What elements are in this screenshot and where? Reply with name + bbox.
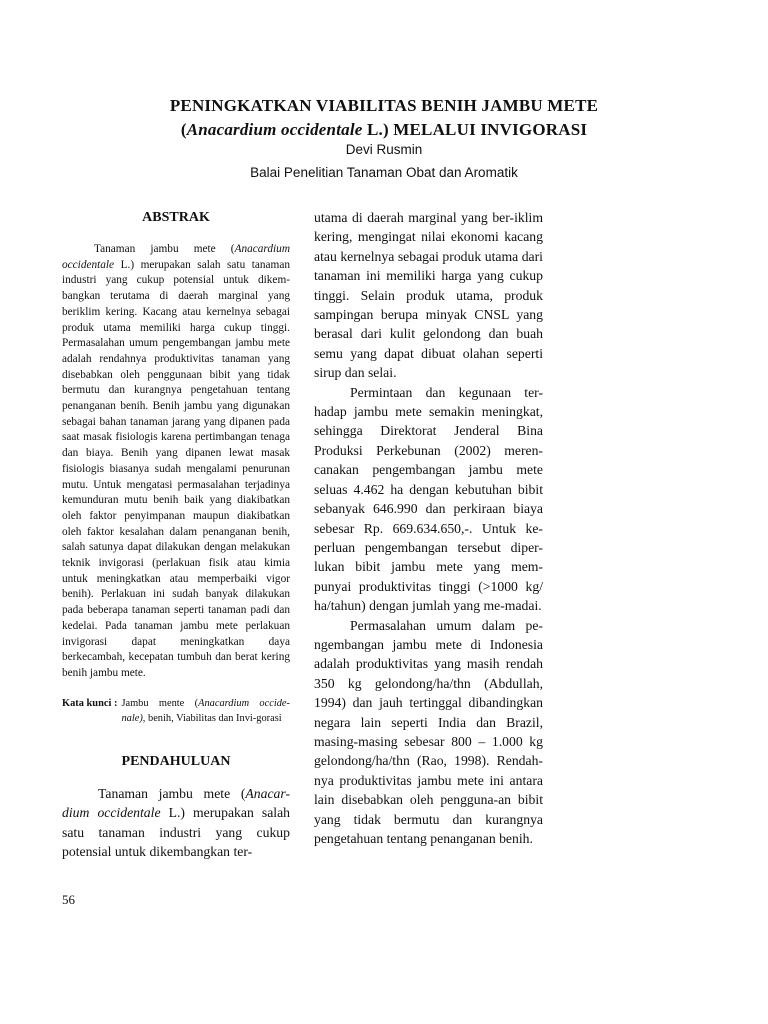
abstract-text: Tanaman jambu mete (Anacardium occidentale L.) merupakan salah satu tanaman industri yang cukup potensial untuk dikem-bangkan terutama di daerah marginal yang beriklim kering. Kacang atau kernelnya sebagai produk utama memiliki harga cukup tinggi. Permasalahan umum pengembangan jambu mete adalah rendahnya produktivitas tanaman yang disebabkan oleh penggunaan bibit yang tidak bermutu dan kurangnya pengetahuan tentang penanganan benih. Benih jambu yang digunakan sebagai bahan tanaman jarang yang dipanen pada saat masak fisiologis karena pertimbangan tenaga dan biaya. Benih yang dipanen lewat masak fisiologis biasanya sudah mengalami penurunan mutu. Untuk mengatasi permasalahan terjadinya kemunduran mutu benih baik yang diakibatkan oleh faktor penyimpanan maupun diakibatkan oleh faktor kesalahan dalam penanganan benih, salah satunya dapat dilakukan dengan melakukan teknik invigorasi (perlakuan fisik atau kimia untuk meningkatkan atau memperbaiki vigor benih). Perlakuan ini sudah banyak dilakukan pada beberapa tanaman seperti tanaman padi dan kedelai. Pada tanaman jambu mete perlakuan invigorasi dapat meningkatkan daya berkecambah, kecepatan tumbuh dan berat kering benih jambu mete. [62, 243, 290, 679]
species-name: Anacardium occidentale [186, 120, 363, 139]
paper-title [40, 94, 728, 142]
keywords-text: Jambu mente (Anacardium occide-nale), benih, Viabilitas dan Invi-gorasi [121, 697, 291, 724]
intro-paragraph-2: Permintaan dan kegunaan ter-hadap jambu mete semakin meningkat, sehingga Direktorat Jenderal Bina Produksi Perkebunan (2002) meren-canakan pengembangan jambu mete seluas 4.462 ha dengan kebutuhan bibit sebanyak 646.990 dan perkiraan biaya sebesar Rp. 669.634.650,-. Untuk ke-perluan pengembangan tersebut diper-lukan bibit jambu mete yang mem-punyai produktivitas tinggi (>1000 kg/ ha/tahun) dengan jumlah yang me-madai. [314, 384, 543, 614]
author-name: Devi Rusmin [345, 142, 423, 157]
section-heading-pendahuluan: PENDAHULUAN [121, 753, 231, 769]
title-line-1: PENINGKATKAN VIABILITAS BENIH JAMBU METE [169, 96, 599, 115]
page-number: 56 [62, 892, 75, 907]
keywords-label: Kata kunci : [62, 697, 118, 709]
title-line-2: (Anacardium occidentale L.) MELALUI INVIGORASI [180, 120, 588, 139]
keywords [62, 696, 290, 726]
intro-paragraph-1-continued: utama di daerah marginal yang ber-iklim kering, mengingat nilai ekonomi kacang atau kernelnya sebagai produk utama dari tanaman ini memiliki harga yang cukup tinggi. Selain produk utama, produk sampingan berupa minyak CNSL yang berasal dari kulit gelondong dan buah semu yang dapat dibuat olahan seperti sirup dan selai. [314, 210, 543, 381]
intro-paragraph-3: Permasalahan umum dalam pe-ngembangan jambu mete di Indonesia adalah produktivitas yang masih rendah 350 kg gelondong/ha/thn (Abdullah, 1994) dan jauh tertinggal dibandingkan negara lain seperti India dan Brazil, masing-masing sebesar 800 – 1.000 kg gelondong/ha/thn (Rao, 1998). Rendah-nya produktivitas jambu mete ini antara lain disebabkan oleh pengguna-an bibit yang tidak bermutu dan kurangnya pengetahuan tentang penanganan benih. [314, 617, 543, 846]
right-column [314, 208, 543, 848]
intro-paragraph-1: Tanaman jambu mete (Anacar-dium occidentale L.) merupakan salah satu tanaman industri yang cukup potensial untuk dikembangkan ter- [62, 785, 290, 859]
author-affiliation: Balai Penelitian Tanaman Obat dan Aromatik [250, 165, 518, 180]
abstract-heading: ABSTRAK [142, 210, 210, 225]
left-column [62, 210, 290, 861]
